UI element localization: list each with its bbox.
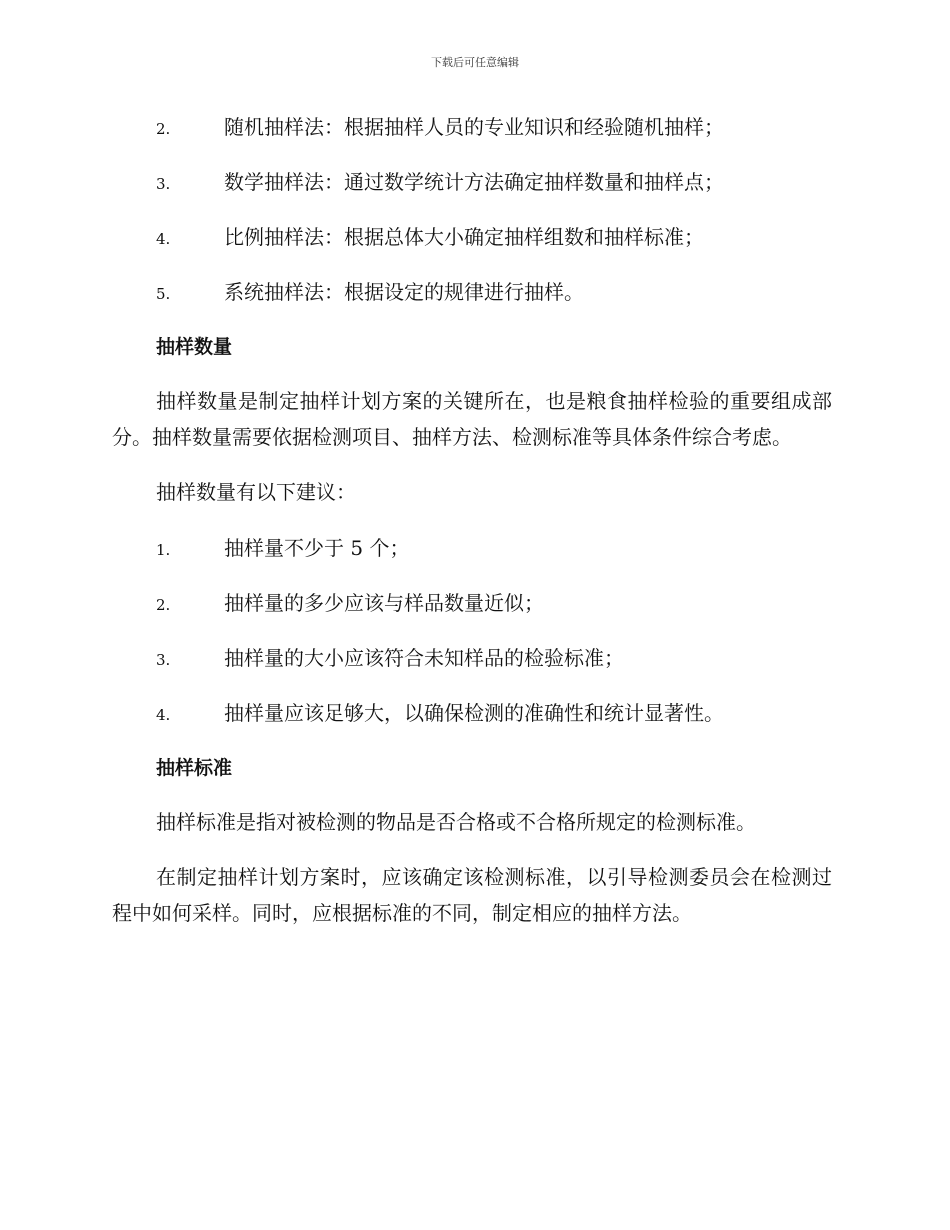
section-heading-standard: 抽样标准 bbox=[156, 757, 233, 779]
list-number: 2. bbox=[156, 596, 171, 614]
list-item bbox=[112, 529, 832, 584]
list-item bbox=[112, 639, 832, 694]
page-header: 下载后可任意编辑 bbox=[431, 56, 519, 69]
list-text: 比例抽样法：根据总体大小确定抽样组数和抽样标准； bbox=[224, 225, 704, 249]
standard-paragraph-2: 在制定抽样计划方案时，应该确定该检测标准，以引导检测委员会在检测过程中如何采样。同时，应根据标准的不同，制定相应的抽样方法。 bbox=[112, 865, 832, 925]
list-text: 数学抽样法：通过数学统计方法确定抽样数量和抽样点； bbox=[224, 170, 724, 194]
list-text: 系统抽样法：根据设定的规律进行抽样。 bbox=[224, 280, 584, 304]
list-number: 1. bbox=[156, 541, 171, 559]
list-item bbox=[112, 108, 832, 163]
list-number: 4. bbox=[156, 706, 171, 724]
list-number: 5. bbox=[156, 285, 171, 303]
list-text: 抽样量的多少应该与样品数量近似； bbox=[224, 591, 544, 615]
list-item bbox=[112, 273, 832, 328]
list-number: 3. bbox=[156, 175, 171, 193]
list-item bbox=[112, 694, 832, 749]
standard-paragraph-1: 抽样标准是指对被检测的物品是否合格或不合格所规定的检测标准。 bbox=[156, 810, 756, 834]
list-number: 2. bbox=[156, 120, 171, 138]
list-text: 抽样量的大小应该符合未知样品的检验标准； bbox=[224, 646, 624, 670]
document-body bbox=[112, 108, 832, 950]
list-number: 3. bbox=[156, 651, 171, 669]
section-heading-quantity: 抽样数量 bbox=[156, 336, 233, 358]
list-item bbox=[112, 163, 832, 218]
list-item bbox=[112, 218, 832, 273]
list-text: 随机抽样法：根据抽样人员的专业知识和经验随机抽样； bbox=[224, 115, 724, 139]
list-item bbox=[112, 584, 832, 639]
list-text: 抽样量应该足够大，以确保检测的准确性和统计显著性。 bbox=[224, 701, 724, 725]
list-number: 4. bbox=[156, 230, 171, 248]
quantity-paragraph-2: 抽样数量有以下建议： bbox=[156, 480, 356, 504]
quantity-paragraph-1: 抽样数量是制定抽样计划方案的关键所在，也是粮食抽样检验的重要组成部分。抽样数量需要依据检测项目、抽样方法、检测标准等具体条件综合考虑。 bbox=[112, 389, 832, 449]
list-text: 抽样量不少于 5 个； bbox=[224, 536, 410, 560]
